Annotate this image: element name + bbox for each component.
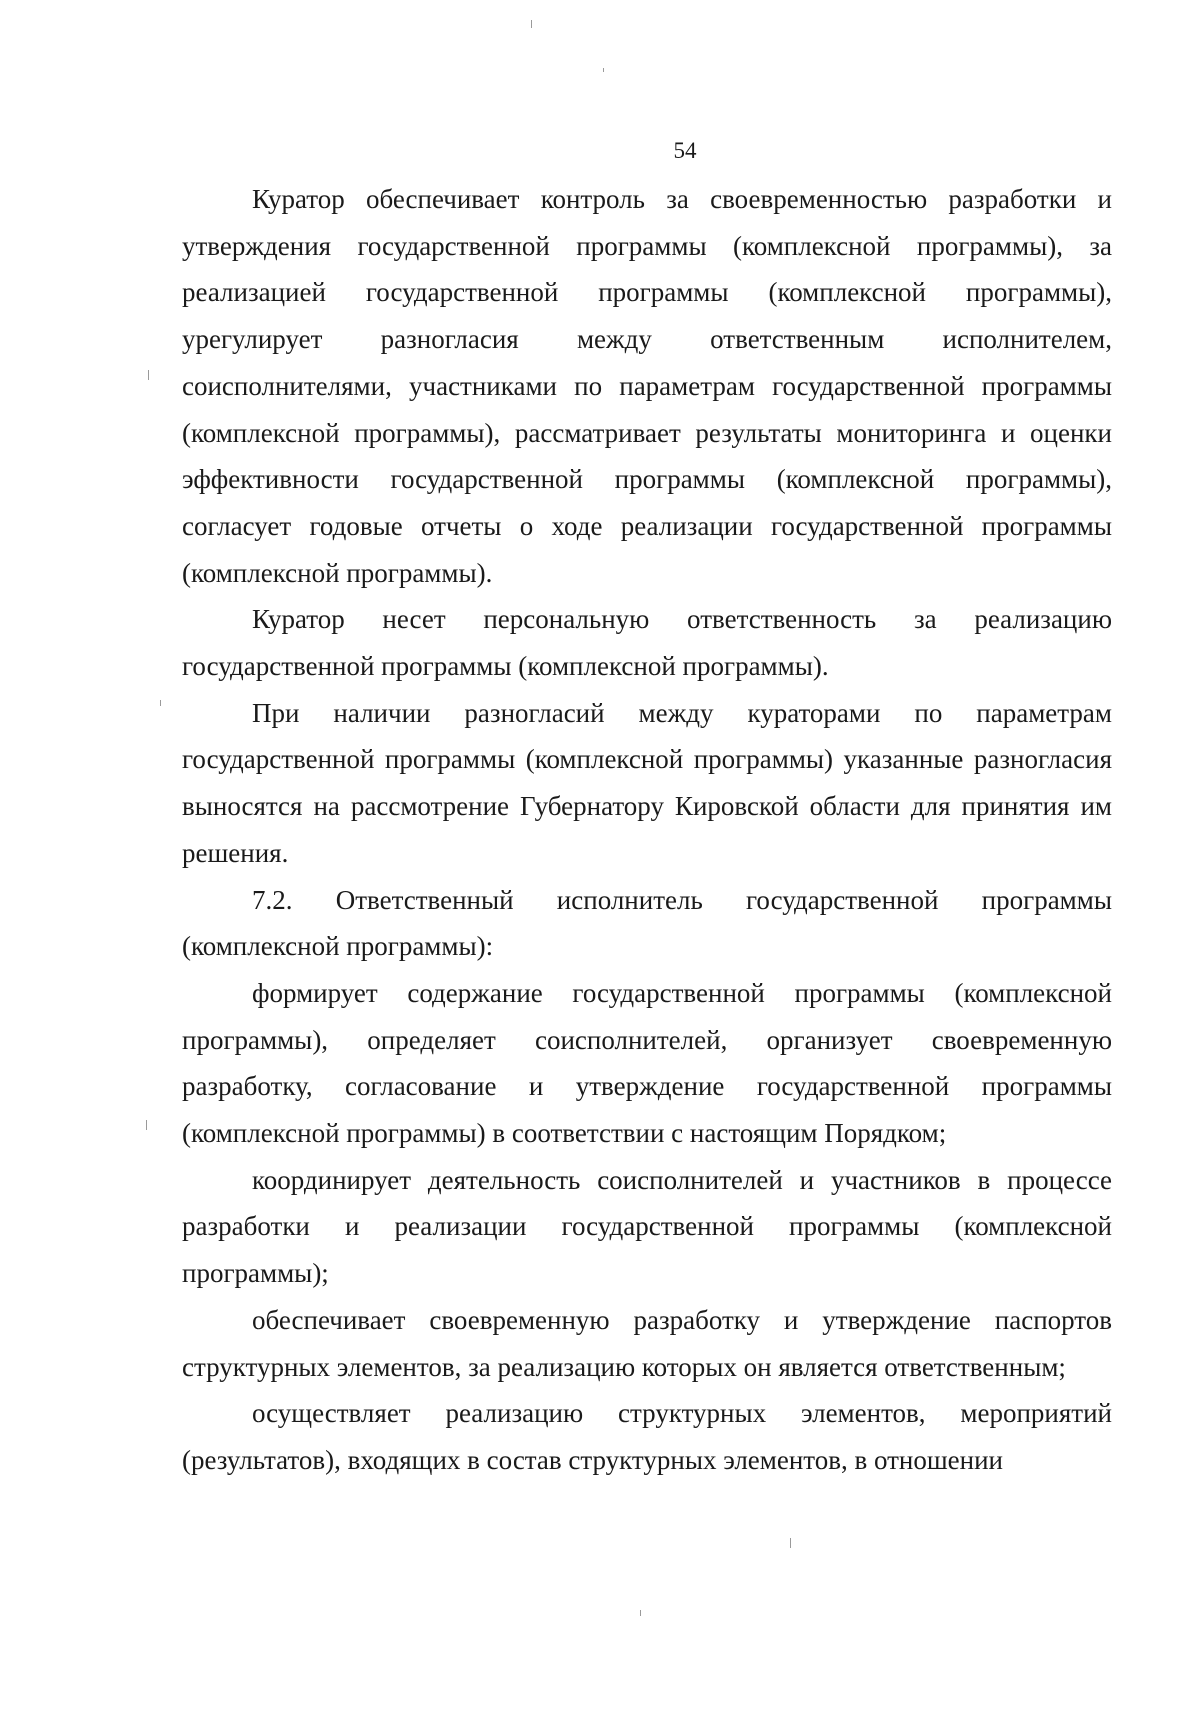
scan-speck bbox=[640, 1610, 641, 1616]
scan-speck bbox=[146, 1120, 147, 1130]
paragraph-ensures-passports: обеспечивает своевременную разработку и утверждение паспортов структурных элементов, за реализацию которых он является ответственным; bbox=[182, 1304, 1112, 1382]
scan-speck bbox=[790, 1538, 791, 1548]
scan-speck bbox=[160, 700, 161, 706]
body-text bbox=[182, 176, 1112, 1484]
paragraph-implements-elements: осуществляет реализацию структурных элементов, мероприятий (результатов), входящих в состав структурных элементов, в отношении bbox=[182, 1398, 1112, 1475]
scan-speck bbox=[148, 370, 149, 380]
paragraph-section-7-2: 7.2. Ответственный исполнитель государственной программы (комплексной программы): bbox=[182, 884, 1112, 962]
scan-speck bbox=[531, 20, 532, 28]
paragraph-forms-content: формирует содержание государственной программы (комплексной программы), определяет соисполнителей, организует своевременную разработку, согласование и утверждение государственной программы (комплексной программы) в соответствии с настоящим Порядком; bbox=[182, 977, 1112, 1149]
paragraph-curator-responsibility: Куратор несет персональную ответственность за реализацию государственной программы (комплексной программы). bbox=[182, 604, 1112, 682]
paragraph-curator-disagreements: При наличии разногласий между кураторами по параметрам государственной программы (комплексной программы) указанные разногласия выносятся на рассмотрение Губернатору Кировской области для принятия им решения. bbox=[182, 697, 1112, 868]
scan-speck bbox=[603, 68, 604, 72]
paragraph-coordinates: координирует деятельность соисполнителей и участников в процессе разработки и реализации государственной программы (комплексной программы); bbox=[182, 1164, 1112, 1289]
paragraph-curator-control: Куратор обеспечивает контроль за своевременностью разработки и утверждения государственной программы (комплексной программы), за реализацией государственной программы (комплексной программы), урегулирует разногласия между ответственным исполнителем, соисполнителями, участниками по параметрам государственной программы (комплексной программы), рассматривает результаты мониторинга и оценки эффективности государственной программы (комплексной программы), согласует годовые отчеты о ходе реализации государственной программы (комплексной программы). bbox=[182, 184, 1112, 588]
page-number: 54 bbox=[673, 138, 697, 163]
